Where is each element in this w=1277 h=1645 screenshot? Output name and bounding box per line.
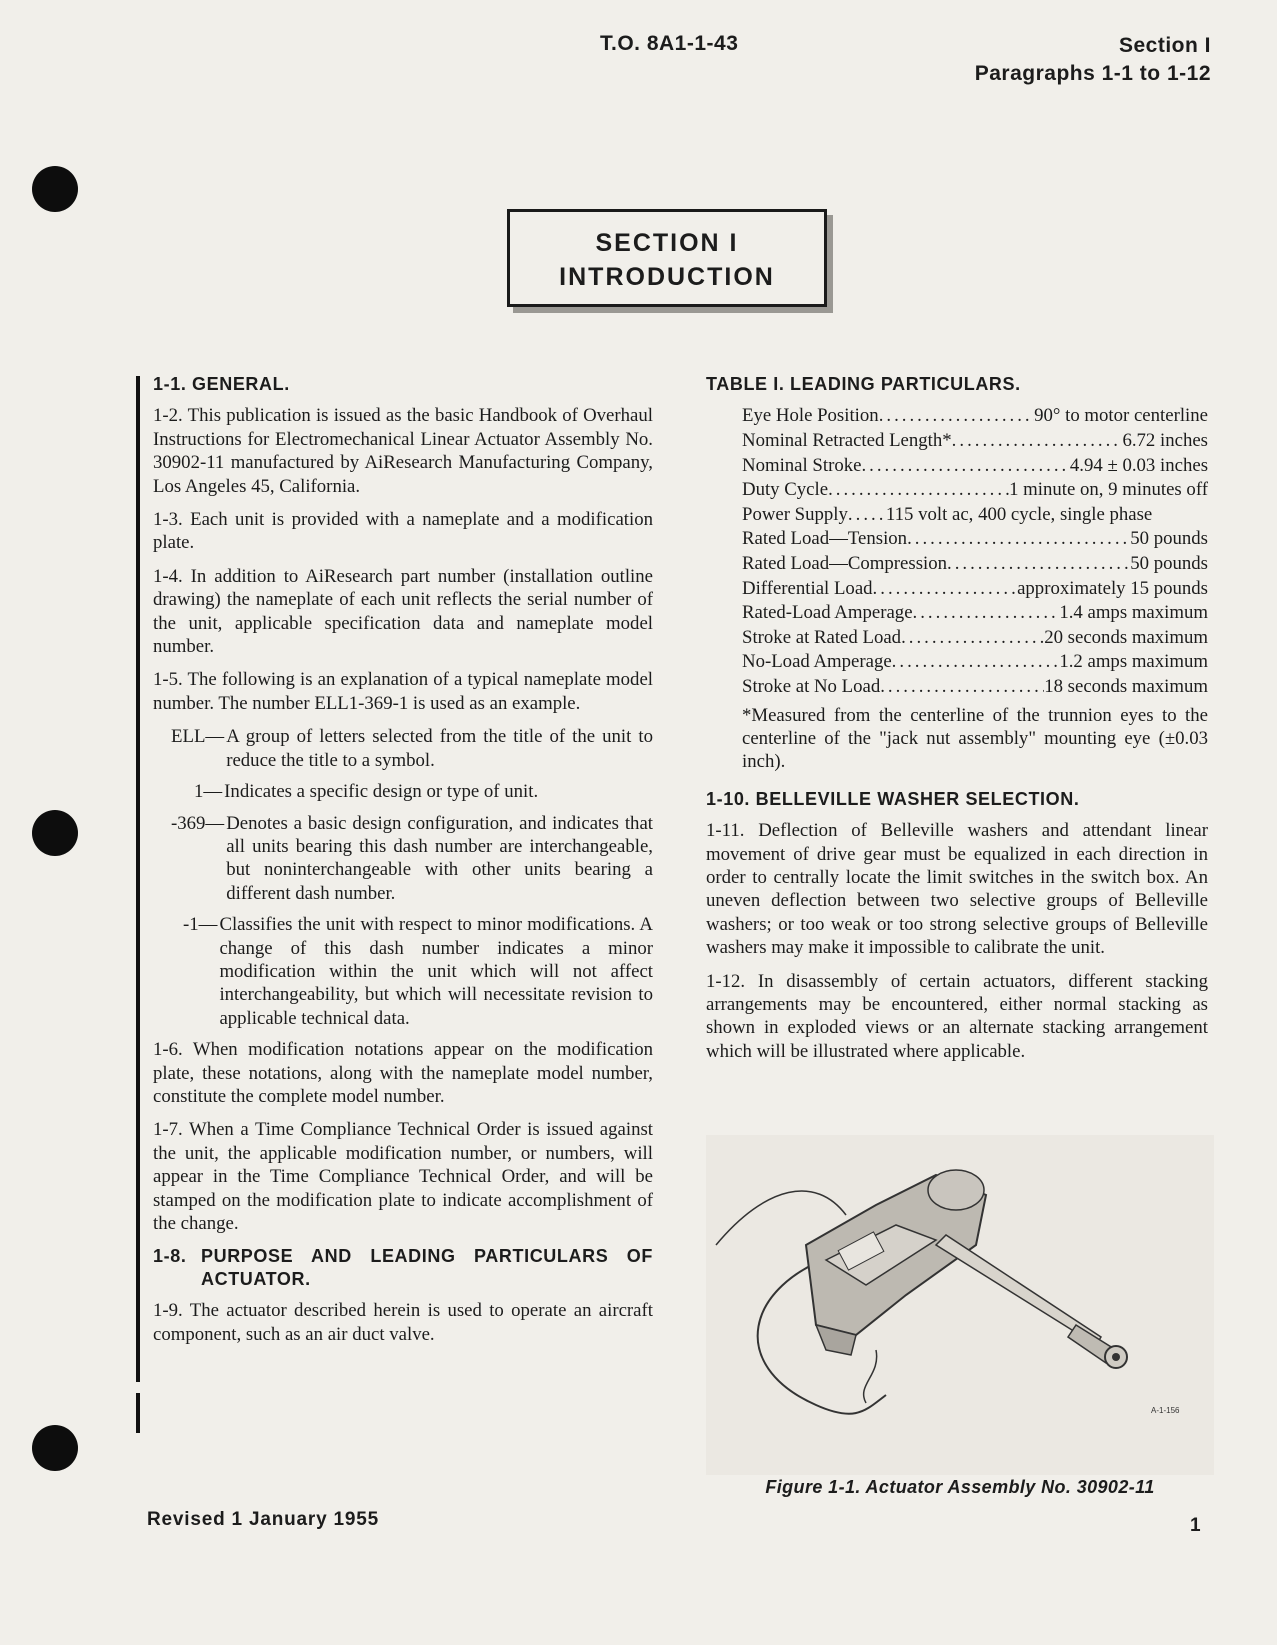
illustration-code: A-1-156	[1151, 1406, 1180, 1415]
change-bar-left	[136, 376, 140, 1382]
paragraph-1-5: 1-5. The following is an explanation of a typical nameplate model number. The number ELL1-369-1 is used as an example.	[153, 669, 653, 714]
change-bar-left-lower	[136, 1393, 140, 1433]
definition-term: -1—	[183, 914, 218, 936]
section-title-box	[507, 209, 827, 307]
row-label: Nominal Retracted Length*	[742, 430, 952, 451]
section-subtitle: INTRODUCTION	[559, 263, 775, 291]
paragraph-1-4: 1-4. In addition to AiResearch part number (installation outline drawing) the nameplate of each unit reflects the serial number of the unit, applicable specification data and nameplate model number.	[153, 565, 653, 658]
definition-term: -369—	[171, 812, 225, 834]
row-label: Stroke at Rated Load	[742, 626, 902, 648]
definition-desc: A group of letters selected from the title of the unit to reduce the title to a symbol.	[226, 726, 653, 771]
heading-general: 1-1. GENERAL.	[153, 374, 290, 394]
paragraph-1-7: 1-7. When a Time Compliance Technical Order is issued against the unit, the applicable modification number, or numbers, will appear in the Time Compliance Technical Order, and will be stamped on the modification plate to indicate accomplishment of the change.	[153, 1119, 653, 1234]
table-row	[742, 650, 1208, 675]
row-value: 50 pounds	[1130, 552, 1208, 574]
table-row	[742, 675, 1208, 700]
paragraph-1-9: 1-9. The actuator described herein is used to operate an aircraft component, such as an air duct valve.	[153, 1300, 653, 1345]
table-row	[742, 429, 1208, 454]
paragraph-1-2: 1-2. This publication is issued as the basic Handbook of Overhaul Instructions for Electromechanical Linear Actuator Assembly No. 30902-11 manufactured by AiResearch Manufacturing Company, Los Angeles 45, California.	[153, 405, 653, 497]
definition-item	[153, 780, 653, 803]
table-row	[742, 626, 1208, 651]
row-label: Nominal Stroke	[742, 454, 862, 476]
definition-item	[153, 725, 653, 772]
figure-actuator-illustration	[706, 1135, 1214, 1475]
binder-hole-bottom	[32, 1425, 78, 1471]
section-reference	[975, 32, 1211, 88]
heading-purpose-text: PURPOSE AND LEADING PARTICULARS OF ACTUATOR.	[201, 1246, 653, 1290]
leading-particulars-table	[706, 404, 1208, 699]
row-value: 1.2 amps maximum	[1059, 651, 1208, 673]
section-label: Section I	[1118, 34, 1211, 57]
page-number: 1	[1190, 1515, 1201, 1536]
row-value: 115 volt ac, 400 cycle, single phase	[885, 503, 1153, 525]
row-label: Stroke at No Load	[742, 675, 881, 697]
paragraph-1-6: 1-6. When modification notations appear on the modification plate, these notations, along with the nameplate model number, constitute the complete model number.	[153, 1039, 653, 1107]
table-row	[742, 404, 1208, 429]
row-label: Rated Load—Tension	[742, 528, 908, 550]
definition-desc: Classifies the unit with respect to minor modifications. A change of this dash number indicates a minor modification within the unit which will not affect interchangeability, but which will necessitate revision to applicable technical data.	[219, 914, 653, 1029]
binder-hole-middle	[32, 810, 78, 856]
paragraphs-label: Paragraphs 1-1 to 1-12	[974, 62, 1211, 85]
table-row	[742, 601, 1208, 626]
heading-belleville: 1-10. BELLEVILLE WASHER SELECTION.	[706, 788, 1080, 809]
definition-item	[153, 913, 653, 1030]
paragraph-1-3: 1-3. Each unit is provided with a nameplate and a modification plate.	[153, 509, 653, 554]
row-label: No-Load Amperage	[742, 651, 892, 673]
row-label: Rated-Load Amperage	[742, 602, 913, 624]
row-value: 18 seconds maximum	[1044, 675, 1208, 697]
table-row	[742, 503, 1208, 528]
definition-item	[153, 812, 653, 906]
left-column	[153, 373, 653, 1356]
definition-desc: Denotes a basic design configuration, and indicates that all units bearing this dash number are interchangeable, but noninterchangeable with other units bearing a different dash number.	[226, 812, 653, 904]
figure-caption: Figure 1-1. Actuator Assembly No. 30902-11	[765, 1477, 1155, 1497]
section-title: SECTION I	[595, 229, 739, 257]
paragraph-1-12: 1-12. In disassembly of certain actuators, different stacking arrangements may be encountered, either normal stacking as shown in exploded views or an alternate stacking arrangement which will be illustrated where applicable.	[706, 970, 1208, 1062]
table-row	[742, 527, 1208, 552]
row-value: 20 seconds maximum	[1044, 626, 1208, 648]
definition-term: 1—	[194, 781, 223, 803]
row-value: 6.72 inches	[1122, 430, 1208, 451]
table-row	[742, 552, 1208, 577]
row-value: 4.94 ± 0.03 inches	[1069, 454, 1208, 476]
table-row	[742, 478, 1208, 503]
row-value: approximately 15 pounds	[1017, 577, 1208, 599]
actuator-drawing	[706, 1135, 1214, 1475]
table-footnote: *Measured from the centerline of the trunnion eyes to the centerline of the "jack nut assembly" mounting eye (±0.03 inch).	[742, 704, 1208, 773]
row-label: Power Supply	[742, 503, 848, 525]
row-label: Rated Load—Compression	[742, 552, 947, 574]
right-column	[706, 373, 1208, 1073]
row-value: 1 minute on, 9 minutes off	[1009, 479, 1208, 501]
to-number: T.O. 8A1-1-43	[600, 32, 739, 55]
heading-purpose	[153, 1245, 653, 1291]
row-label: Duty Cycle	[742, 479, 829, 501]
definition-desc: Indicates a specific design or type of unit.	[224, 781, 539, 803]
binder-hole-top	[32, 166, 78, 212]
row-label: Eye Hole Position	[742, 405, 879, 427]
row-value: 1.4 amps maximum	[1059, 602, 1208, 624]
heading-purpose-number: 1-8.	[153, 1246, 187, 1267]
table-row	[742, 454, 1208, 479]
revision-date: Revised 1 January 1955	[147, 1509, 380, 1530]
definition-term: ELL—	[171, 726, 225, 748]
row-label: Differential Load	[742, 577, 873, 599]
table-row	[742, 577, 1208, 602]
table-title: TABLE I. LEADING PARTICULARS.	[706, 374, 1021, 394]
row-value: 50 pounds	[1130, 528, 1208, 550]
row-value: 90° to motor centerline	[1034, 405, 1208, 427]
paragraph-1-11: 1-11. Deflection of Belleville washers and attendant linear movement of drive gear must be equalized in each direction in order to centrally locate the limit switches in the switch box. An uneven deflection between two selective groups of Belleville washers; or too weak or too strong selective groups of Belleville washers may make it impossible to calibrate the unit.	[706, 820, 1208, 959]
